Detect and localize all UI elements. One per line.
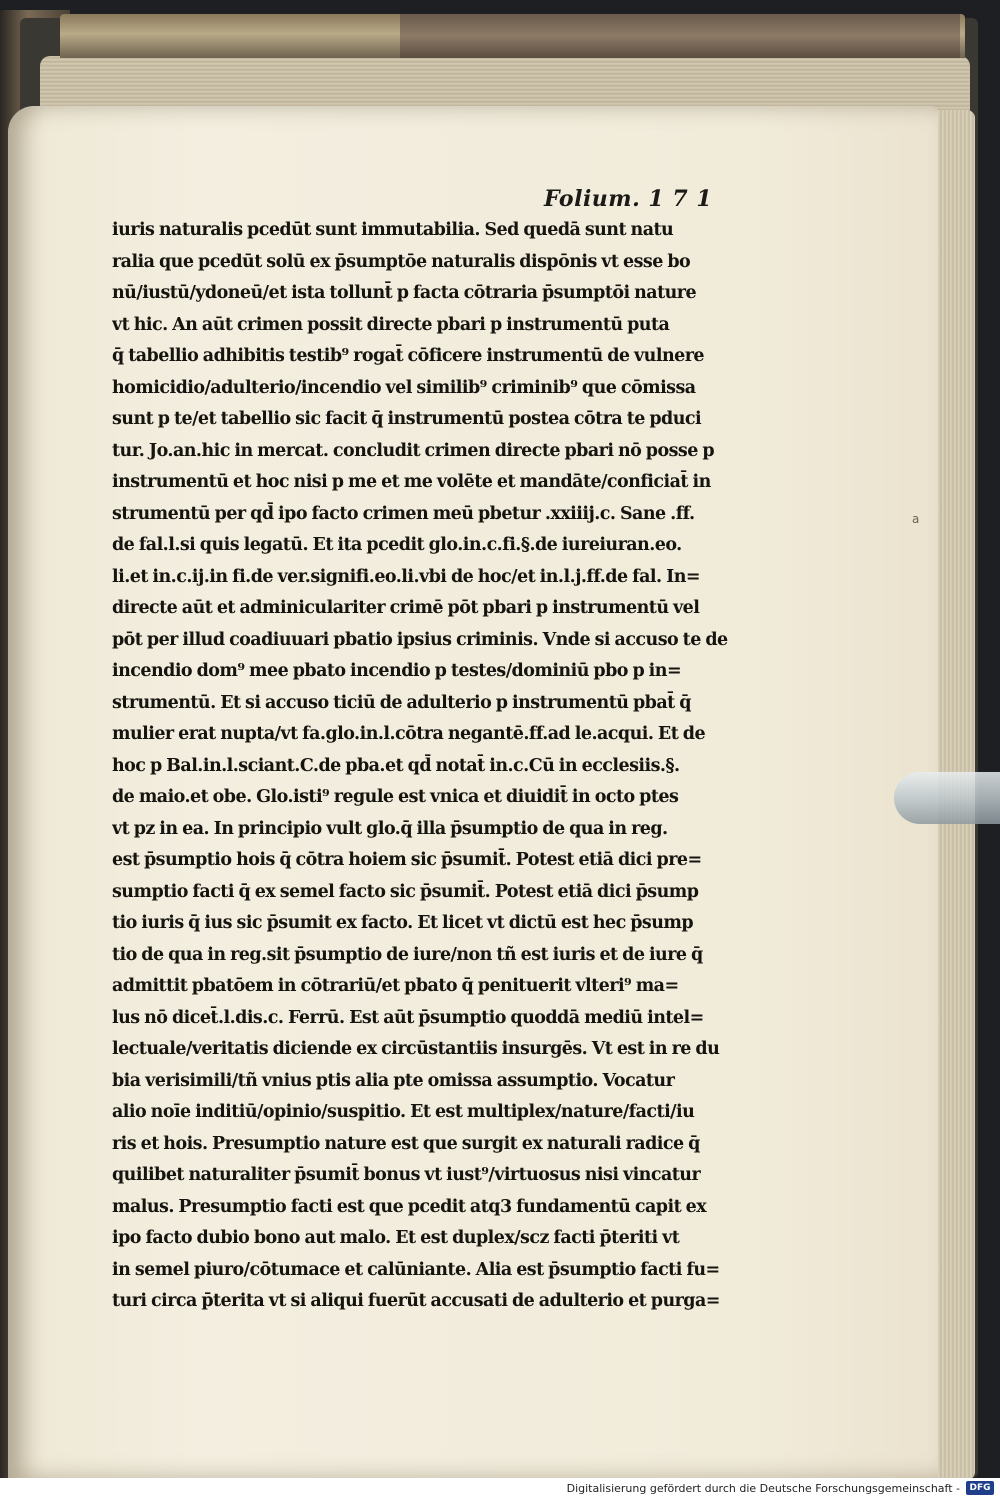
text-line: tur. Jo.an.hic in mercat. concludit crimen directe pbari nō posse p [112,440,715,461]
book-cover-leather [400,14,960,58]
text-line: admittit pbatōem in cōtrariū/et pbato q̄ penituerit vlteri⁹ ma= [112,976,679,996]
text-line: vt pz in ea. In principio vult glo.q̄ illa p̄sumptio de qua in reg. [112,818,668,839]
text-line: homicidio/adulterio/incendio vel similib⁹ criminib⁹ que cōmissa [112,377,696,398]
page-holder-clip [894,772,1000,824]
text-line: bia verisimili/tñ vnius ptis alia pte omissa assumptio. Vocatur [112,1070,675,1091]
text-line: tio iuris q̄ ius sic p̄sumit ex facto. Et licet vt dictū est hec p̄sump [112,913,694,933]
text-line: hoc p Bal.in.l.sciant.C.de pba.et qd̄ notat̄ in.c.Cū in ecclesiis.§. [112,755,680,776]
text-line: in semel piuro/cōtumace et calūniante. Alia est p̄sumptio facti fu= [112,1259,720,1280]
text-line: alio noīe inditiū/opinio/suspitio. Et est multiplex/nature/facti/iu [112,1102,695,1122]
text-line: incendio dom⁹ mee pbato incendio p testes/dominiū pbo p in= [112,661,682,681]
credit-bar [0,1478,1000,1499]
text-line: turi circa p̄terita vt si aliqui fuerūt accusati de adulterio et purga= [112,1291,720,1311]
text-line: de maio.et obe. Glo.isti⁹ regule est vnica et diuidit̄ in octo ptes [112,787,679,807]
text-line: strumentū. Et si accuso ticiū de adulterio p instrumentū pbat̄ q̄ [112,692,691,713]
text-line: ipo facto dubio bono aut malo. Et est duplex/scz facti p̄teriti vt [112,1228,680,1248]
text-line: pōt per illud coadiuuari pbatio ipsius criminis. Vnde si accuso te de [112,629,728,650]
text-line: strumentū per qd̄ ipo facto crimen meū pbetur .xxiiij.c. Sane .ff. [112,503,695,524]
text-line: instrumentū et hoc nisi p me et me volēte et mandāte/conficiat̄ in [112,472,711,492]
page-text-block [112,215,736,1318]
text-line: iuris naturalis pcedūt sunt immutabilia. Sed quedā sunt natu [112,220,674,240]
text-line: lectuale/veritatis diciende ex circūstantiis insurgēs. Vt est in re du [112,1039,720,1059]
text-line: tio de qua in reg.sit p̄sumptio de iure/non tñ est iuris et de iure q̄ [112,944,703,965]
dfg-logo: DFG [966,1481,994,1495]
corner-mark: a [912,512,920,526]
text-line: nū/iustū/ydoneū/et ista tollunt̄ p facta cōtraria p̄sumptōi nature [112,283,697,303]
text-line: mulier erat nupta/vt fa.glo.in.l.cōtra negantē.ff.ad le.acqui. Et de [112,724,706,744]
text-line: ris et hois. Presumptio nature est que surgit ex naturali radice q̄ [112,1133,700,1154]
text-line: malus. Presumptio facti est que pcedit atq3 fundamentū capit ex [112,1196,707,1217]
text-line: li.et in.c.ij.in fi.de ver.signifi.eo.li.vbi de hoc/et in.l.j.ff.de fal. In= [112,566,700,587]
text-line: ralia que pcedūt solū ex p̄sumptōe naturalis dispōnis vt esse bo [112,251,691,272]
text-line: sumptio facti q̄ ex semel facto sic p̄sumit̄. Potest etiā dici p̄sump [112,881,699,902]
digitization-credit: Digitalisierung gefördert durch die Deutsche Forschungsgemeinschaft - [566,1482,960,1495]
text-line: de fal.l.si quis legatū. Et ita pcedit glo.in.c.fi.§.de iureiuran.eo. [112,535,682,555]
text-line: q̄ tabellio adhibitis testib⁹ rogat̄ cōficere instrumentū de vulnere [112,346,704,366]
folio-number: Folium. 1 7 1 [544,186,713,212]
text-line: quilibet naturaliter p̄sumit̄ bonus vt iust⁹/virtuosus nisi vincatur [112,1165,701,1185]
text-line: directe aūt et adminiculariter crimē pōt pbari p instrumentū vel [112,598,700,618]
text-line: lus nō dicet̄.l.dis.c. Ferrū. Est aūt p̄sumptio quoddā mediū intel= [112,1007,704,1028]
text-line: vt hic. An aūt crimen possit directe pbari p instrumentū puta [112,314,670,335]
text-line: est p̄sumptio hois q̄ cōtra hoiem sic p̄sumit̄. Potest etiā dici pre= [112,850,702,870]
text-line: sunt p te/et tabellio sic facit q̄ instrumentū postea cōtra te pduci [112,409,702,429]
